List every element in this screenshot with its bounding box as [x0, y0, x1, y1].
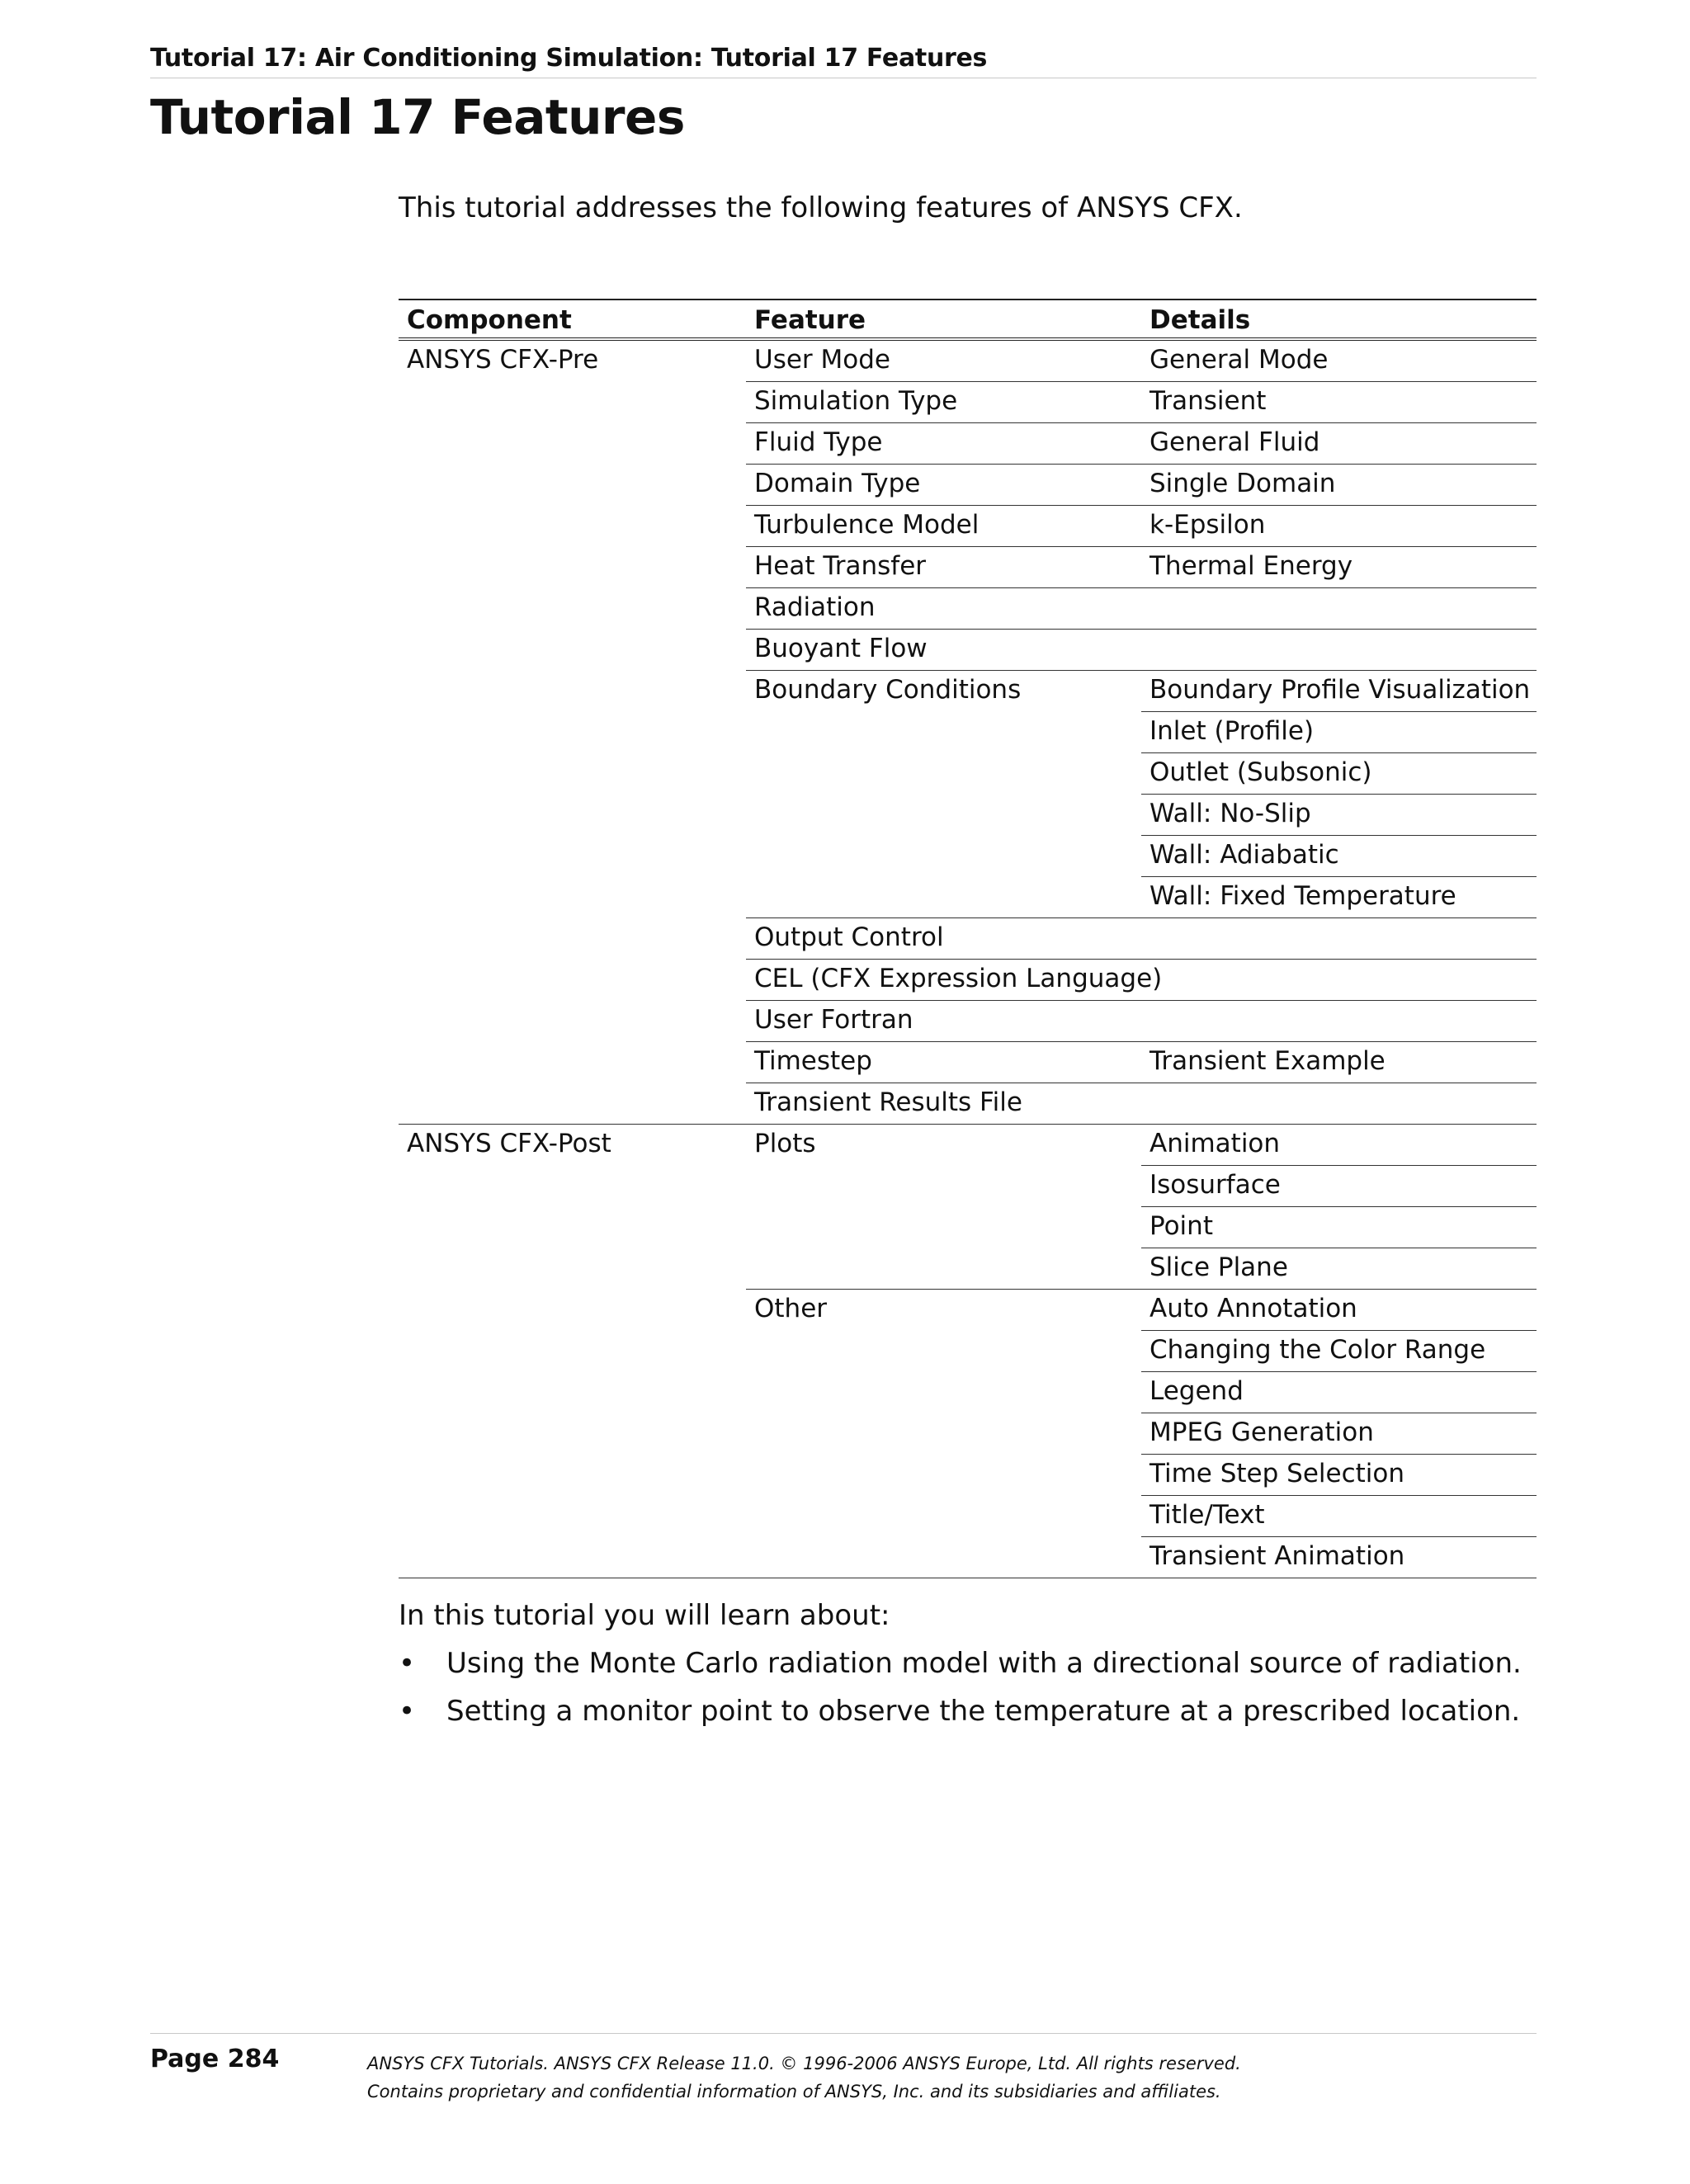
feature-cell: Heat Transfer: [746, 547, 1141, 588]
component-cell: ANSYS CFX-Pre: [399, 339, 746, 1125]
details-cell: [1141, 918, 1537, 960]
details-cell: Single Domain: [1141, 465, 1537, 506]
details-cell: Wall: No-Slip: [1141, 795, 1537, 836]
details-cell: [1141, 588, 1537, 630]
feature-cell: Output Control: [746, 918, 1141, 960]
details-cell: Thermal Energy: [1141, 547, 1537, 588]
feature-cell: Radiation: [746, 588, 1141, 630]
feature-cell: Timestep: [746, 1042, 1141, 1083]
details-cell: [1141, 630, 1537, 671]
details-cell: Auto Annotation: [1141, 1290, 1537, 1331]
details-cell: Time Step Selection: [1141, 1455, 1537, 1496]
feature-cell: Simulation Type: [746, 382, 1141, 423]
details-cell: [1141, 1001, 1537, 1042]
footer-divider: [150, 2033, 1537, 2034]
feature-cell: Turbulence Model: [746, 506, 1141, 547]
feature-cell: Buoyant Flow: [746, 630, 1141, 671]
details-cell: General Fluid: [1141, 423, 1537, 465]
footer-copyright: [367, 2050, 1241, 2106]
details-cell: General Mode: [1141, 339, 1537, 382]
feature-cell: Other: [746, 1290, 1141, 1578]
list-item-text: Setting a monitor point to observe the temperature at a prescribed location.: [446, 1695, 1521, 1728]
bullet-marker: •: [399, 1647, 416, 1680]
details-cell: k-Epsilon: [1141, 506, 1537, 547]
feature-cell: Boundary Conditions: [746, 671, 1141, 918]
details-cell: Boundary Profile Visualization: [1141, 671, 1537, 712]
list-item: [399, 1647, 1522, 1695]
feature-cell: User Fortran: [746, 1001, 1141, 1042]
feature-cell: User Mode: [746, 339, 1141, 382]
feature-cell: Plots: [746, 1125, 1141, 1290]
details-cell: MPEG Generation: [1141, 1413, 1537, 1455]
column-header-details: Details: [1141, 300, 1537, 339]
details-cell: Transient Example: [1141, 1042, 1537, 1083]
details-cell: Outlet (Subsonic): [1141, 753, 1537, 795]
list-item: [399, 1695, 1522, 1743]
details-cell: Slice Plane: [1141, 1248, 1537, 1290]
details-cell: Point: [1141, 1207, 1537, 1248]
footer-line-1: ANSYS CFX Tutorials. ANSYS CFX Release 11.0. © 1996-2006 ANSYS Europe, Ltd. All rights reserved.: [367, 2054, 1241, 2073]
details-cell: Transient Animation: [1141, 1537, 1537, 1578]
learn-intro: In this tutorial you will learn about:: [399, 1599, 890, 1632]
running-header: Tutorial 17: Air Conditioning Simulation: Tutorial 17 Features: [150, 44, 1537, 78]
features-table: [399, 299, 1537, 1578]
details-cell: Isosurface: [1141, 1166, 1537, 1207]
page-number: Page 284: [150, 2045, 280, 2073]
details-cell: Animation: [1141, 1125, 1537, 1166]
column-header-feature: Feature: [746, 300, 1141, 339]
list-item-text: Using the Monte Carlo radiation model with a directional source of radiation.: [446, 1647, 1522, 1680]
details-cell: [1141, 960, 1537, 1001]
table-row: [399, 339, 1537, 382]
table-row: [399, 1125, 1537, 1166]
details-cell: Inlet (Profile): [1141, 712, 1537, 753]
column-header-component: Component: [399, 300, 746, 339]
component-cell: ANSYS CFX-Post: [399, 1125, 746, 1578]
page-title: Tutorial 17 Features: [150, 89, 685, 145]
feature-cell: CEL (CFX Expression Language): [746, 960, 1141, 1001]
details-cell: Changing the Color Range: [1141, 1331, 1537, 1372]
details-cell: Transient: [1141, 382, 1537, 423]
feature-cell: Domain Type: [746, 465, 1141, 506]
feature-cell: Fluid Type: [746, 423, 1141, 465]
details-cell: Title/Text: [1141, 1496, 1537, 1537]
feature-cell: Transient Results File: [746, 1083, 1141, 1125]
details-cell: Wall: Adiabatic: [1141, 836, 1537, 877]
details-cell: Wall: Fixed Temperature: [1141, 877, 1537, 918]
footer-line-2: Contains proprietary and confidential information of ANSYS, Inc. and its subsidiaries and affiliates.: [367, 2082, 1221, 2101]
bullet-marker: •: [399, 1695, 416, 1728]
details-cell: Legend: [1141, 1372, 1537, 1413]
learning-bullet-list: [399, 1647, 1522, 1743]
intro-paragraph: This tutorial addresses the following features of ANSYS CFX.: [399, 191, 1243, 224]
table-header-row: [399, 300, 1537, 339]
details-cell: [1141, 1083, 1537, 1125]
